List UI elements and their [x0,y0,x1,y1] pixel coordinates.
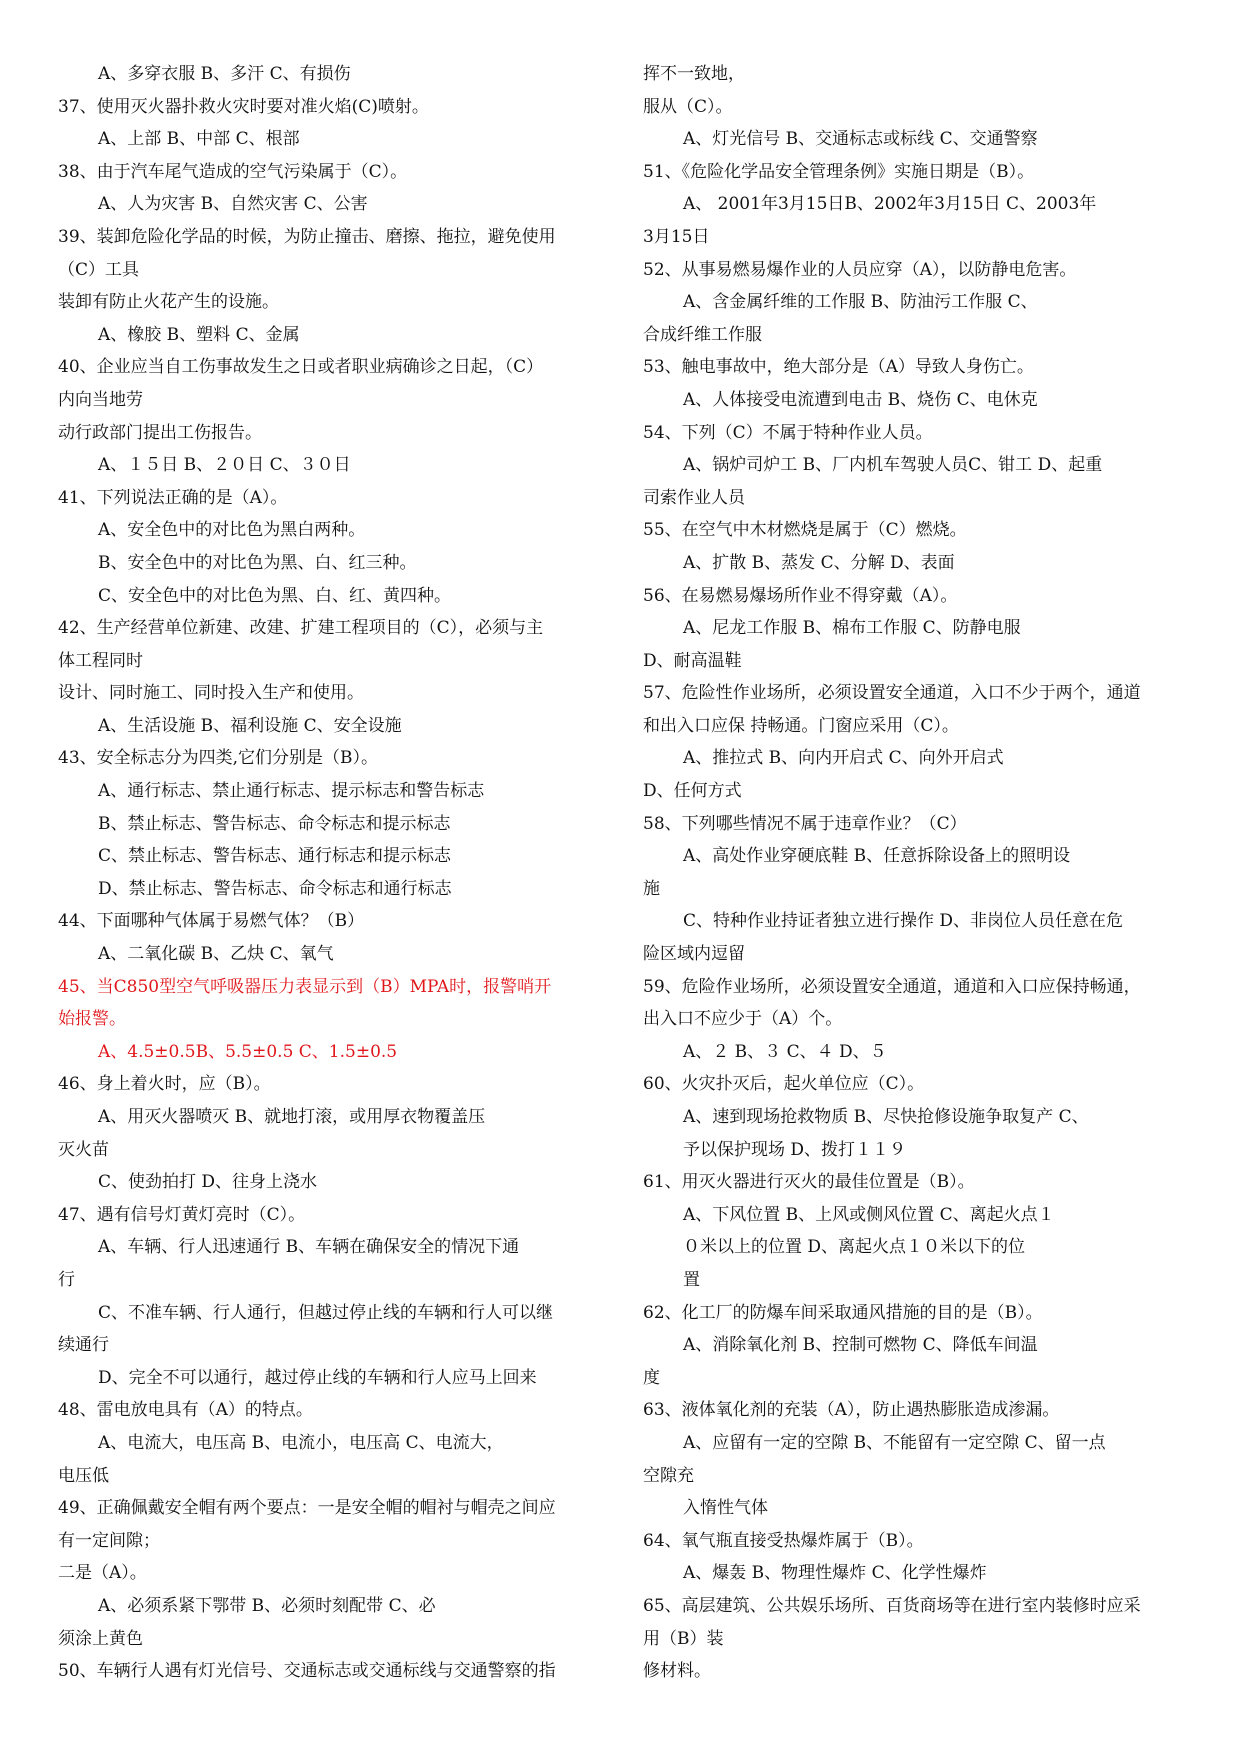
text-line: B、禁止标志、警告标志、命令标志和提示标志 [98,813,451,834]
text-line: A、锅炉司炉工 B、厂内机车驾驶人员C、钳工 D、起重 [683,455,1103,476]
text-line: D、禁止标志、警告标志、命令标志和通行标志 [98,878,452,899]
right-column [643,58,1191,1688]
text-line: A、用灭火器喷灭 B、就地打滚，或用厚衣物覆盖压 [98,1107,486,1127]
text-line: A、二氧化碳 B、乙炔 C、氧气 [98,944,334,965]
text-line: 服从（C）。 [643,96,733,117]
text-line: 53、触电事故中，绝大部分是（A）导致人身伤亡。 [643,357,1034,378]
text-line: A、灯光信号 B、交通标志或标线 C、交通警察 [683,129,1038,150]
text-line: A、上部 B、中部 C、根部 [98,129,300,150]
text-line: A、人为灾害 B、自然灾害 C、公害 [98,194,368,215]
text-line: A、 2001年3月15日B、2002年3月15日 C、2003年 [683,194,1097,215]
text-line: A、消除氧化剂 B、控制可燃物 C、降低车间温 [683,1335,1038,1356]
text-line: C、特种作业持证者独立进行操作 D、非岗位人员任意在危 [683,911,1124,932]
text-line: 内向当地劳 [58,389,143,410]
text-line: 始报警。 [58,1009,126,1030]
text-line: A、高处作业穿硬底鞋 B、任意拆除设备上的照明设 [683,846,1071,867]
text-line: 64、氧气瓶直接受热爆炸属于（B）。 [643,1530,924,1551]
text-line: （C）工具 [58,259,140,280]
text-line: 54、下列（C）不属于特种作业人员。 [643,422,933,443]
text-line: C、不准车辆、行人通行，但越过停止线的车辆和行人可以继 [98,1302,554,1323]
text-line: 65、高层建筑、公共娱乐场所、百货商场等在进行室内装修时应采 [643,1595,1141,1616]
text-line: A、推拉式 B、向内开启式 C、向外开启式 [683,748,1004,769]
text-line: 须涂上黄色 [58,1628,143,1649]
text-line: C、安全色中的对比色为黑、白、红、黄四种。 [98,585,452,606]
text-line: 二是（A）。 [58,1563,147,1584]
text-line: A、含金属纤维的工作服 B、防油污工作服 C、 [683,292,1038,313]
text-line: 43、安全标志分为四类,它们分别是（B）。 [58,748,379,769]
text-line: A、安全色中的对比色为黑白两种。 [98,520,366,541]
text-line: A、必须系紧下鄂带 B、必须时刻配带 C、必 [98,1595,436,1616]
text-line: 出入口不应少于（A）个。 [643,1009,843,1030]
text-line: 有一定间隙； [58,1530,160,1551]
text-line: 合成纤维工作服 [643,324,762,345]
text-line: 设计、同时施工、同时投入生产和使用。 [58,683,364,704]
text-line: 48、雷电放电具有（A）的特点。 [58,1400,313,1421]
text-line: ０米以上的位置 D、离起火点１０米以下的位 [683,1237,1026,1258]
text-line: A、电流大，电压高 B、电流小，电压高 C、电流大， [98,1432,504,1453]
text-line: 度 [643,1367,660,1388]
text-line: 续通行 [58,1335,109,1356]
text-line: A、通行标志、禁止通行标志、提示标志和警告标志 [98,781,485,802]
text-line: 用（B）装 [643,1628,724,1649]
text-line: D、耐高温鞋 [643,650,742,671]
text-line: A、速到现场抢救物质 B、尽快抢修设施争取复产 C、 [683,1107,1089,1127]
text-line: 42、生产经营单位新建、改建、扩建工程项目的（C），必须与主 [58,618,544,639]
text-line: 险区域内逗留 [643,944,745,965]
text-line: A、应留有一定的空隙 B、不能留有一定空隙 C、留一点 [683,1432,1106,1453]
text-line: A、下风位置 B、上风或侧风位置 C、离起火点１ [683,1204,1055,1225]
text-line: 57、危险性作业场所，必须设置安全通道，入口不少于两个，通道 [643,683,1141,704]
text-line: 55、在空气中木材燃烧是属于（C）燃烧。 [643,520,967,541]
text-line: A、１５日 B、２０日 C、３０日 [98,455,351,476]
text-line: A、爆轰 B、物理性爆炸 C、化学性爆炸 [683,1563,987,1584]
text-line: C、禁止标志、警告标志、通行标志和提示标志 [98,846,452,867]
text-line: 灭火苗 [58,1139,109,1160]
text-line: 予以保护现场 D、拨打１１９ [683,1139,907,1160]
text-line: 39、装卸危险化学品的时候，为防止撞击、磨擦、拖拉，避免使用 [58,226,556,247]
text-line: 司索作业人员 [643,487,745,508]
text-line: 51、《危险化学品安全管理条例》实施日期是（B）。 [643,161,1035,182]
text-line: 45、当C850型空气呼吸器压力表显示到（B）MPA时，报警哨开 [58,976,552,997]
text-line: 56、在易燃易爆场所作业不得穿戴（A）。 [643,585,958,606]
text-line: 50、车辆行人遇有灯光信号、交通标志或交通标线与交通警察的指 [58,1661,556,1682]
text-line: 37、使用灭火器扑救火灾时要对准火焰(C)喷射。 [58,96,429,117]
text-line: 入惰性气体 [683,1498,768,1519]
text-line: 施 [643,878,660,899]
text-line: 行 [58,1269,75,1290]
text-line: 体工程同时 [58,650,143,671]
left-column [58,58,606,1688]
text-line: 3月15日 [643,226,710,247]
text-line: 49、正确佩戴安全帽有两个要点：一是安全帽的帽衬与帽壳之间应 [58,1498,556,1519]
text-line: 电压低 [58,1465,109,1486]
text-line: A、4.5±0.5B、5.5±0.5 C、1.5±0.5 [98,1041,398,1062]
text-line: B、安全色中的对比色为黑、白、红三种。 [98,552,417,573]
text-line: A、车辆、行人迅速通行 B、车辆在确保安全的情况下通 [98,1237,520,1258]
text-line: 61、用灭火器进行灭火的最佳位置是（B）。 [643,1172,975,1193]
text-line: 58、下列哪些情况不属于违章作业？（C） [643,813,967,834]
text-line: 59、危险作业场所，必须设置安全通道，通道和入口应保持畅通， [643,976,1141,997]
text-line: 63、液体氧化剂的充装（A），防止遇热膨胀造成渗漏。 [643,1400,1060,1421]
text-line: 60、火灾扑灭后，起火单位应（C）。 [643,1074,925,1095]
text-line: 修材料。 [643,1661,711,1682]
text-line: 动行政部门提出工伤报告。 [58,422,262,443]
text-line: A、扩散 B、蒸发 C、分解 D、表面 [683,552,955,573]
text-line: 41、下列说法正确的是（A）。 [58,487,288,508]
text-line: A、生活设施 B、福利设施 C、安全设施 [98,715,402,736]
text-line: A、尼龙工作服 B、棉布工作服 C、防静电服 [683,618,1021,639]
text-line: 空隙充 [643,1465,694,1486]
text-line: 46、身上着火时，应（B）。 [58,1074,271,1095]
text-line: 38、由于汽车尾气造成的空气污染属于（C）。 [58,161,408,182]
text-line: 装卸有防止火花产生的设施。 [58,292,279,313]
text-line: 52、从事易燃易爆作业的人员应穿（A），以防静电危害。 [643,259,1077,280]
text-line: A、２ B、３ C、４ D、５ [683,1041,887,1062]
text-line: D、完全不可以通行，越过停止线的车辆和行人应马上回来 [98,1367,537,1388]
text-line: A、人体接受电流遭到电击 B、烧伤 C、电休克 [683,389,1038,410]
text-line: 挥不一致地， [643,64,745,84]
text-line: 40、企业应当自工伤事故发生之日或者职业病确诊之日起，（C） [58,357,544,378]
text-line: C、使劲拍打 D、往身上浇水 [98,1172,318,1193]
text-line: 47、遇有信号灯黄灯亮时（C）。 [58,1204,306,1225]
text-line: 和出入口应保 持畅通。门窗应采用（C）。 [643,715,959,736]
text-line: D、任何方式 [643,781,742,802]
text-line: A、橡胶 B、塑料 C、金属 [98,324,300,345]
text-line: 置 [683,1269,700,1290]
text-line: 44、下面哪种气体属于易燃气体？（B） [58,911,365,932]
text-line: 62、化工厂的防爆车间采取通风措施的目的是（B）。 [643,1302,1043,1323]
text-line: A、多穿衣服 B、多汗 C、有损伤 [98,64,351,84]
